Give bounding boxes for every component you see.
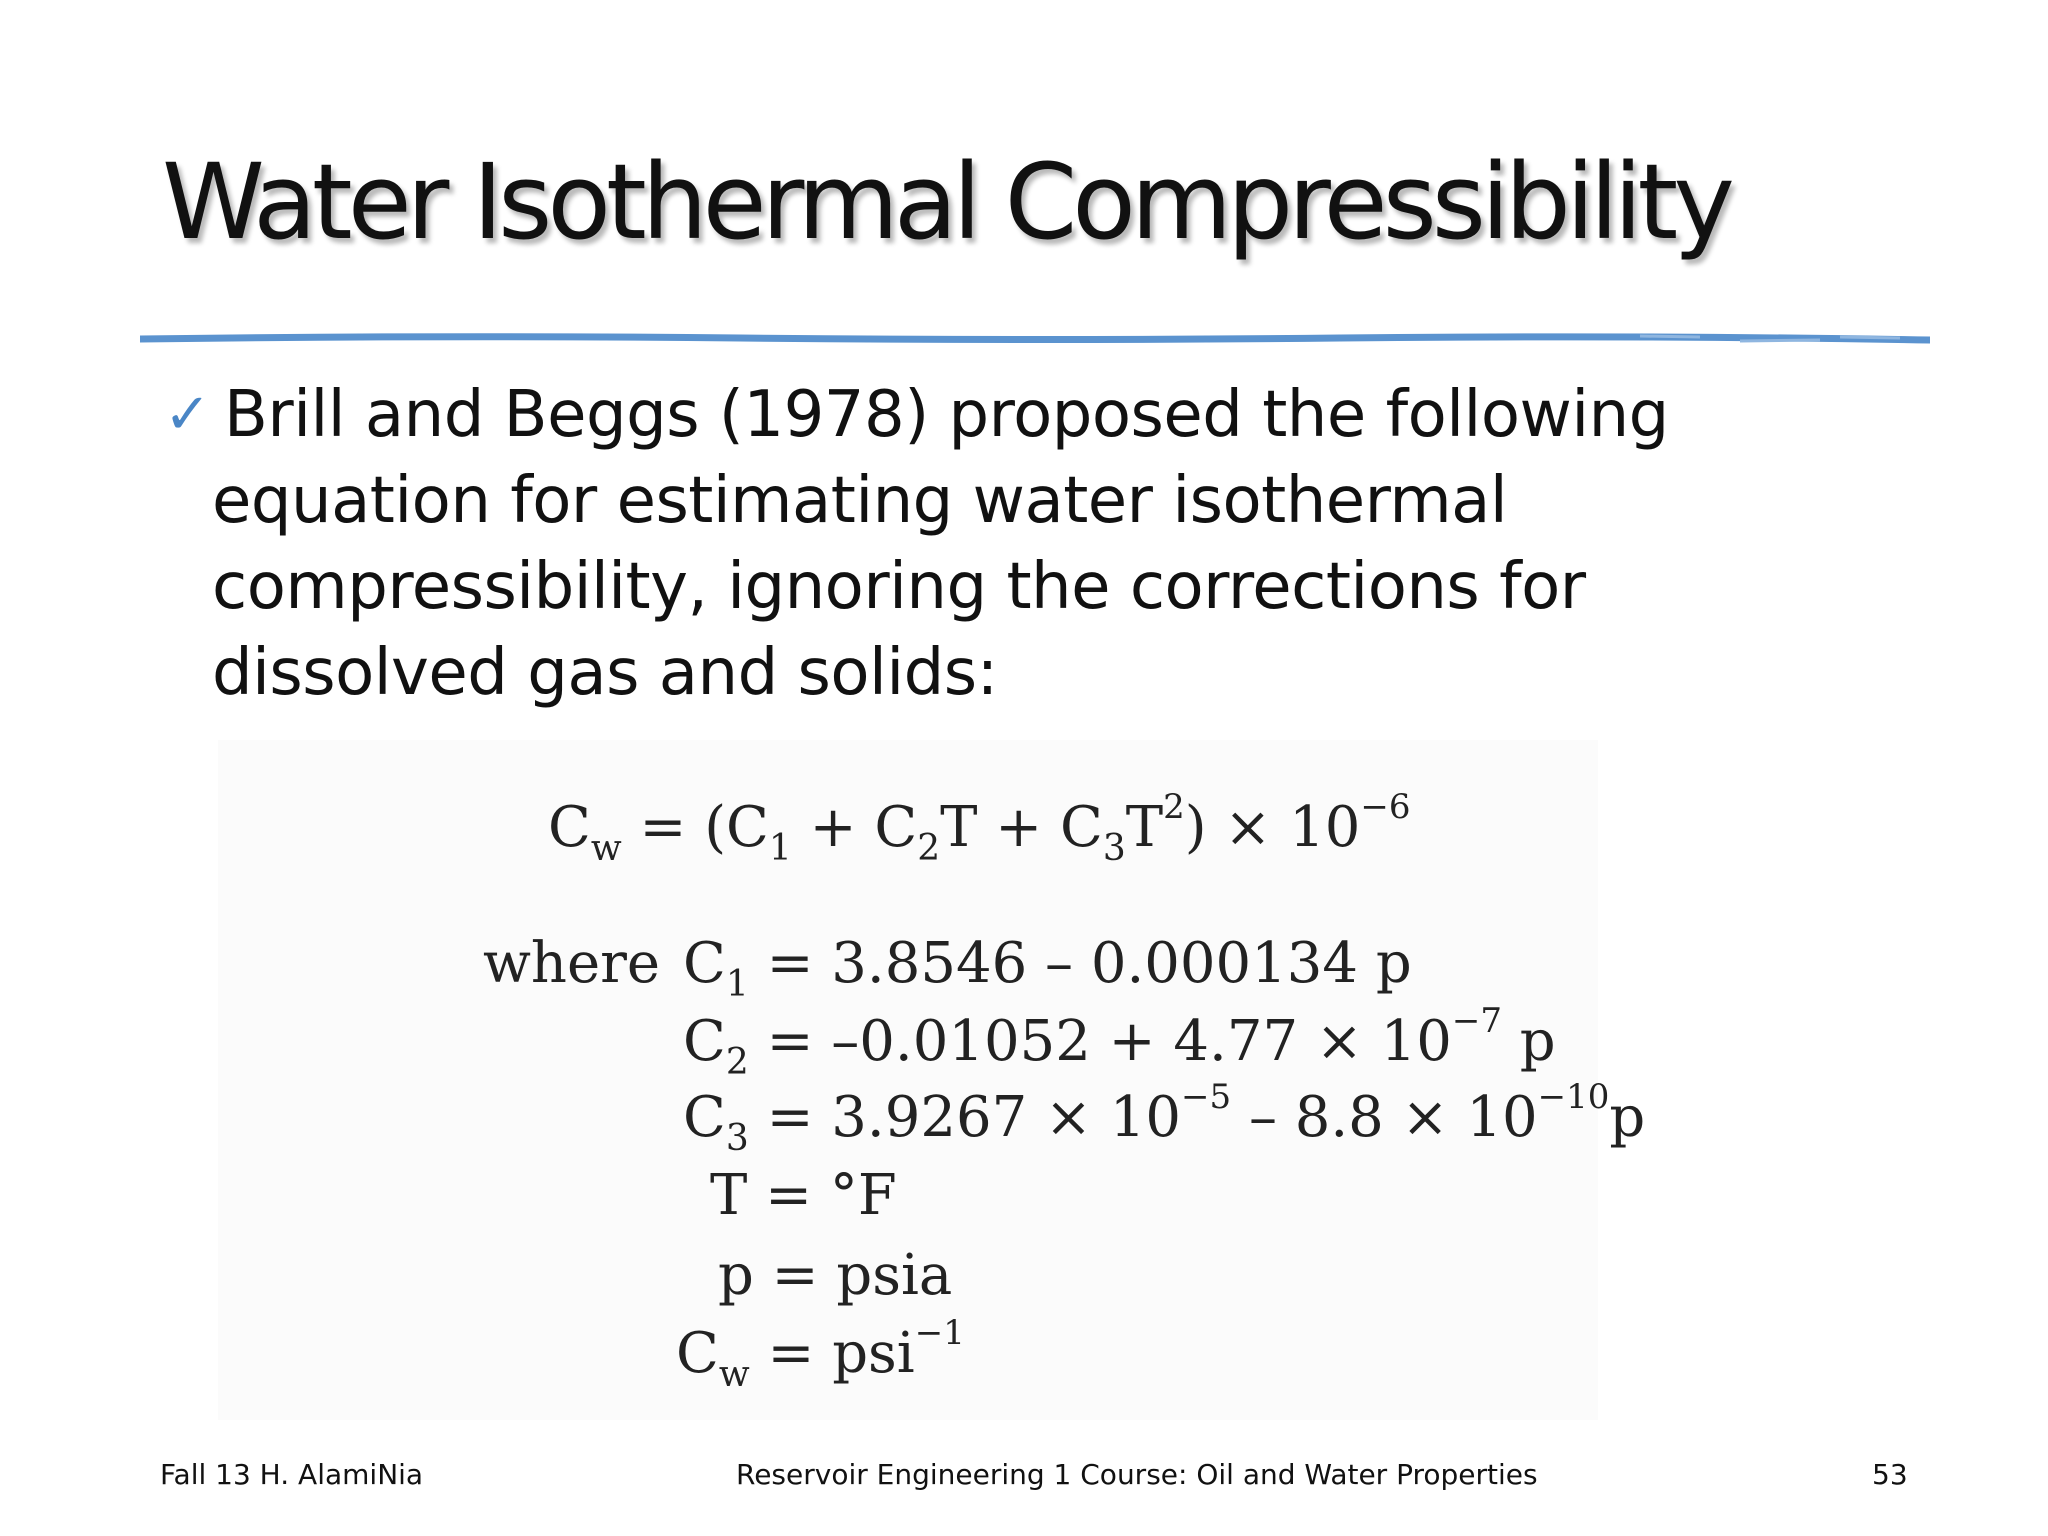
footer-author: Fall 13 H. AlamiNia xyxy=(160,1458,424,1491)
cw-unit: $C_w = psi^{-1}$ xyxy=(676,1313,965,1395)
where-label: where xyxy=(483,931,661,996)
slide-title: Water Isothermal Compressibility xyxy=(162,141,1730,263)
bullet-line-2: equation for estimating water isothermal xyxy=(212,464,1508,538)
checkmark-icon: ✓ xyxy=(164,382,211,447)
main-equation: $C_w = (C_1 + C_2T + C_3T^2) \times 10^{-6}$ xyxy=(548,787,1411,869)
bullet-line-3: compressibility, ignoring the corrections for xyxy=(212,550,1586,624)
footer-course: Reservoir Engineering 1 Course: Oil and Water Properties xyxy=(736,1458,1538,1491)
bullet-line-1: Brill and Beggs (1978) proposed the following xyxy=(224,378,1669,452)
p-unit: p = psia xyxy=(718,1243,953,1308)
page-number: 53 xyxy=(1872,1458,1908,1491)
bullet-line-4: dissolved gas and solids: xyxy=(212,636,998,710)
t-unit: T = °F xyxy=(710,1163,897,1228)
title-divider xyxy=(140,332,1930,346)
equation-image xyxy=(218,740,1646,1420)
c2-equation: $C_2 = -0.01052 + 4.77 \times 10^{-7}$ p xyxy=(683,1001,1556,1083)
c1-equation: $C_1 = 3.8546 - 0.000134$ p xyxy=(683,931,1412,1005)
c3-equation: $C_3 = 3.9267 \times 10^{-5} - 8.8 \times 10^{-10}p$ xyxy=(683,1077,1646,1159)
bullet-text xyxy=(164,372,1764,716)
